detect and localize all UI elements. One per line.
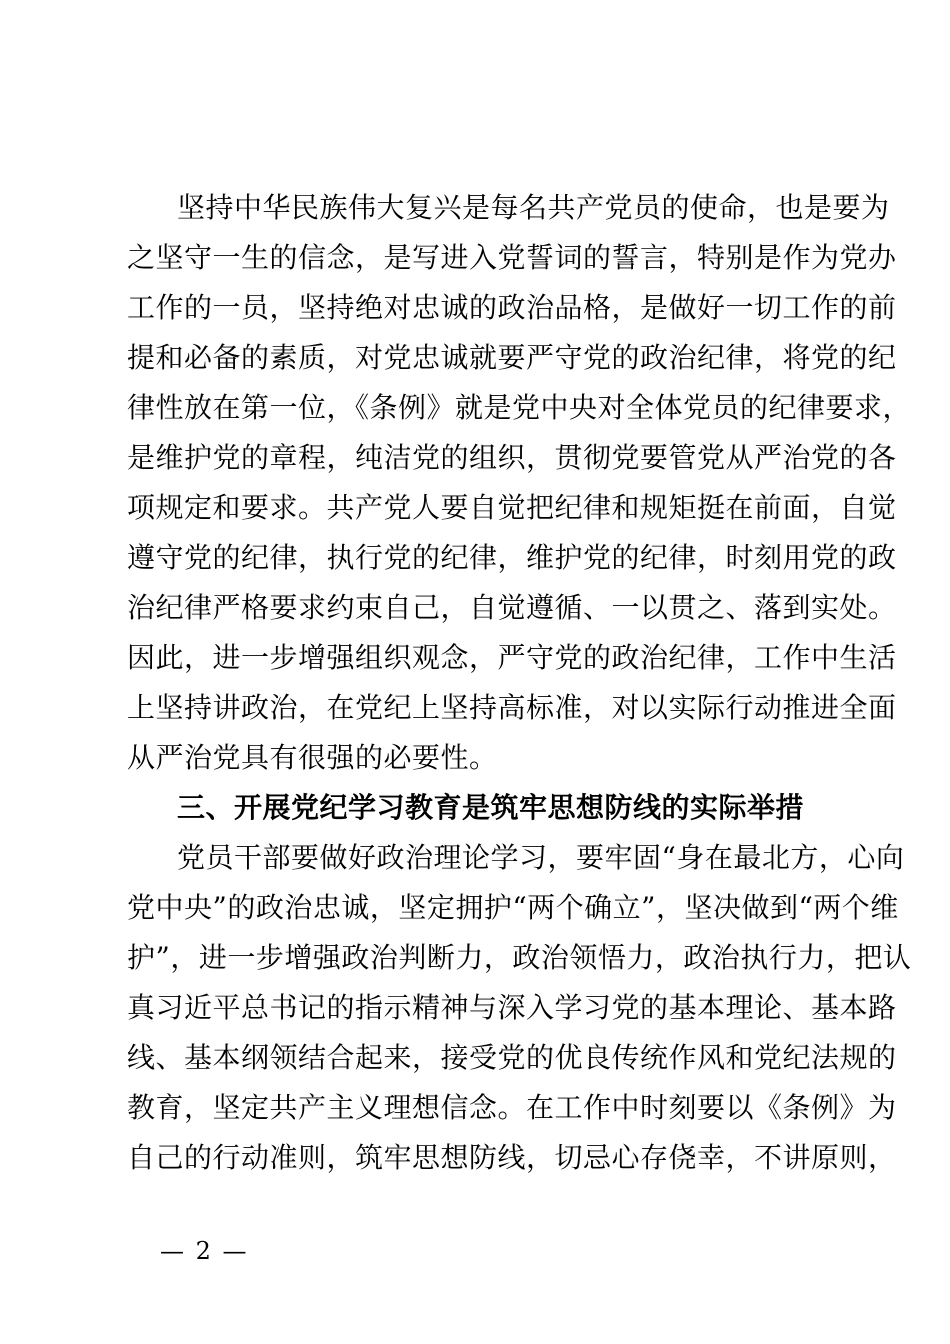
paragraph-2-line-1: 党员干部要做好政治理论学习，要牢固“身在最北方，心向 — [177, 841, 905, 874]
paragraph-2-line-6: 教育，坚定共产主义理想信念。在工作中时刻要以《条例》为 — [127, 1091, 897, 1124]
paragraph-2-line-3: 护”，进一步增强政治判断力，政治领悟力，政治执行力，把认 — [127, 941, 912, 974]
paragraph-2-line-2: 党中央”的政治忠诚，坚定拥护“两个确立”，坚决做到“两个维 — [127, 891, 899, 924]
paragraph-1-line-8: 遵守党的纪律，执行党的纪律，维护党的纪律，时刻用党的政 — [127, 541, 897, 574]
paragraph-1-line-3: 工作的一员，坚持绝对忠诚的政治品格，是做好一切工作的前 — [127, 291, 897, 324]
paragraph-1-line-9: 治纪律严格要求约束自己，自觉遵循、一以贯之、落到实处。 — [127, 591, 897, 624]
paragraph-2-line-4: 真习近平总书记的指示精神与深入学习党的基本理论、基本路 — [127, 991, 897, 1024]
page-number: — 2 — — [160, 1237, 249, 1265]
paragraph-1-line-5: 律性放在第一位，《条例》就是党中央对全体党员的纪律要求， — [127, 391, 912, 424]
paragraph-1-line-2: 之坚守一生的信念，是写进入党誓词的誓言，特别是作为党办 — [127, 241, 897, 274]
paragraph-1-line-1: 坚持中华民族伟大复兴是每名共产党员的使命，也是要为 — [177, 191, 890, 224]
paragraph-1-line-10: 因此，进一步增强组织观念，严守党的政治纪律，工作中生活 — [127, 641, 897, 674]
paragraph-1-line-11: 上坚持讲政治，在党纪上坚持高标准，对以实际行动推进全面 — [127, 691, 897, 724]
section-heading-3: 三、开展党纪学习教育是筑牢思想防线的实际举措 — [177, 791, 805, 824]
paragraph-1-line-12: 从严治党具有很强的必要性。 — [127, 741, 498, 774]
paragraph-1-line-6: 是维护党的章程，纯洁党的组织，贯彻党要管党从严治党的各 — [127, 441, 897, 474]
paragraph-1-line-7: 项规定和要求。共产党人要自觉把纪律和规矩挺在前面，自觉 — [127, 491, 897, 524]
paragraph-2-line-5: 线、基本纲领结合起来，接受党的优良传统作风和党纪法规的 — [127, 1041, 897, 1074]
paragraph-2-line-7: 自己的行动准则，筑牢思想防线，切忌心存侥幸，不讲原则， — [127, 1141, 897, 1174]
paragraph-1-line-4: 提和必备的素质，对党忠诚就要严守党的政治纪律，将党的纪 — [127, 341, 897, 374]
